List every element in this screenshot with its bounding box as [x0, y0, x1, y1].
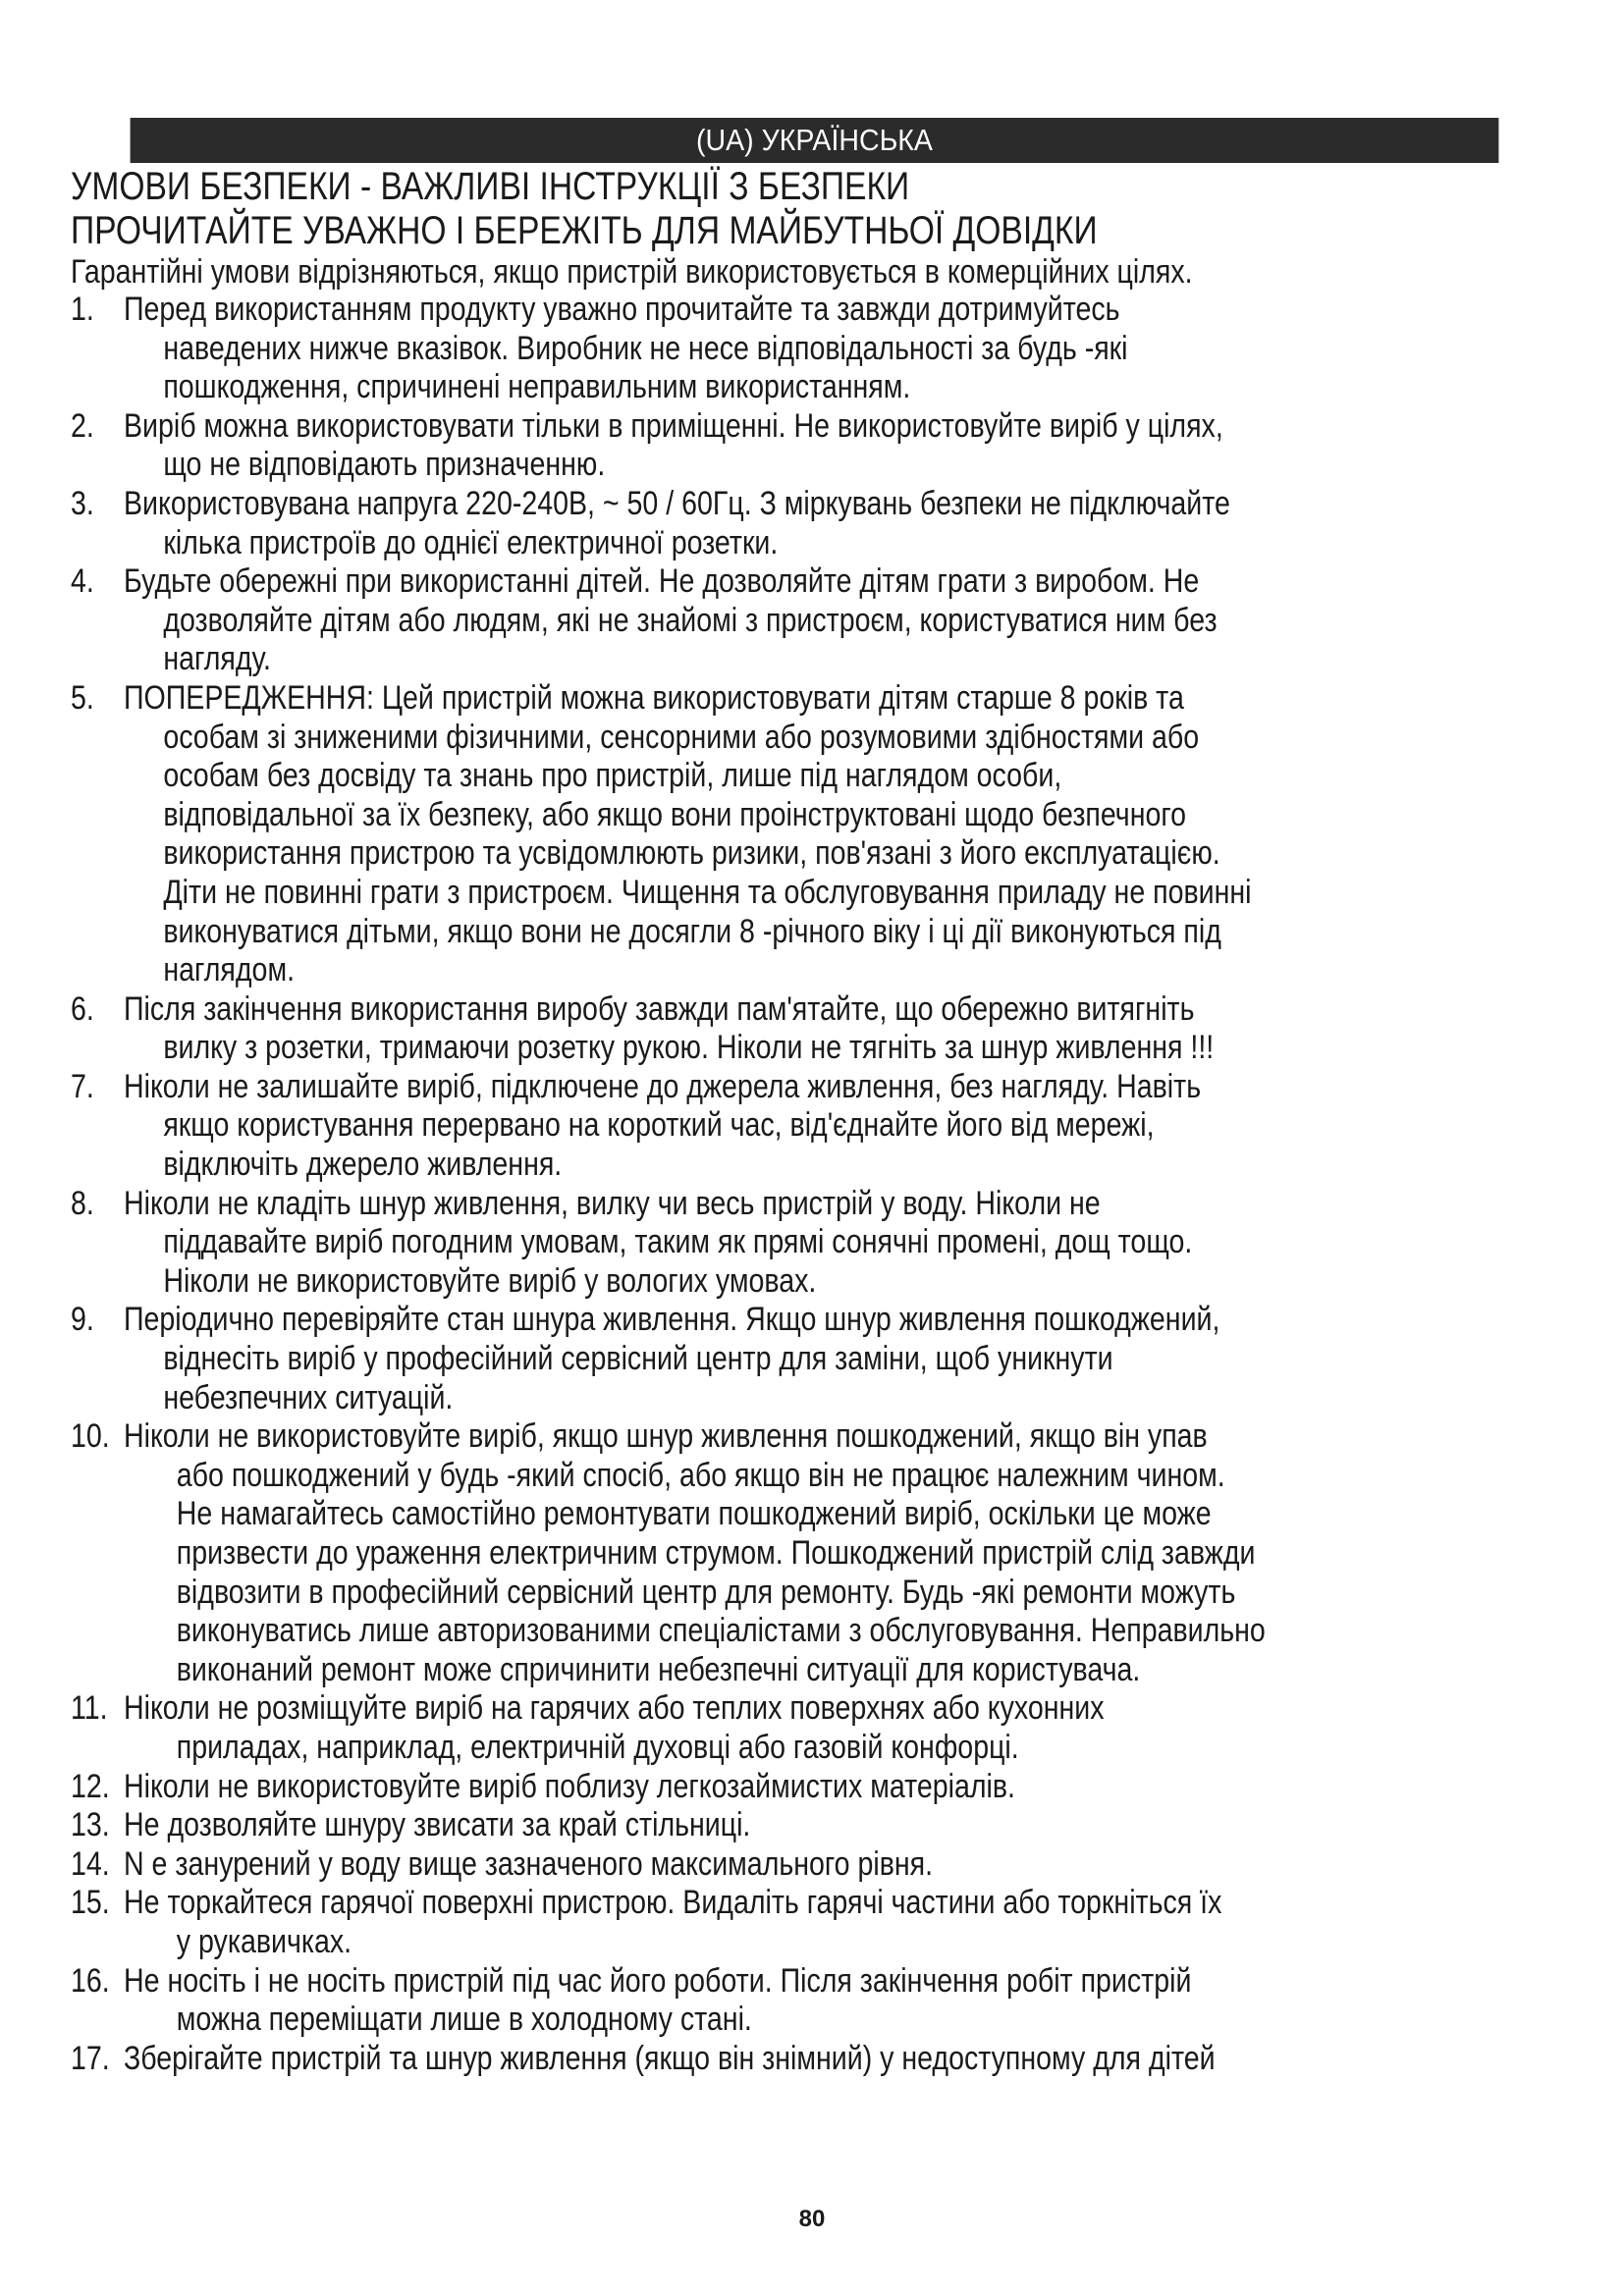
list-item-line: Не носіть і не носіть пристрій під час його роботи. Після закінчення робіт пристрій — [124, 1961, 1192, 2000]
safety-instructions-list — [71, 291, 1558, 2078]
list-item-text — [124, 1806, 1558, 1845]
list-item-number: 6. — [71, 989, 94, 1028]
list-item-line: Ніколи не використовуйте виріб у вологих умовах. — [163, 1261, 817, 1300]
list-item-text — [124, 1884, 1558, 1961]
list-item-text — [124, 1768, 1558, 1807]
list-item-line: якщо користування перервано на короткий час, від'єднайте його від мережі, — [163, 1106, 1155, 1145]
list-item-line: дозволяйте дітям або людям, які не знайомі з пристроєм, користуватися ним без — [163, 601, 1218, 639]
list-item-line: кілька пристроїв до однієї електричної розетки. — [163, 523, 779, 561]
list-item-line: можна переміщати лише в холодному стані. — [176, 2001, 752, 2039]
list-item-number: 2. — [71, 406, 94, 445]
list-item-line: вилку з розетки, тримаючи розетку рукою. Ніколи не тягніть за шнур живлення !!! — [163, 1029, 1215, 1067]
list-item-line: віднесіть виріб у професійний сервісний центр для заміни, щоб уникнути — [163, 1340, 1113, 1378]
list-item-text — [124, 1689, 1558, 1767]
list-item-text — [124, 1962, 1558, 2040]
list-item-line: відповідальної за їх безпеку, або якщо вони проінструктовані щодо безпечного — [163, 795, 1187, 833]
manual-page — [71, 118, 1558, 2078]
list-item-number: 3. — [71, 484, 94, 522]
list-item — [71, 679, 1558, 990]
list-item-line: призвести до ураження електричним струмом. Пошкоджений пристрій слід завжди — [176, 1534, 1256, 1572]
list-item-number: 7. — [71, 1067, 94, 1105]
list-item — [71, 291, 1558, 407]
list-item — [71, 1884, 1558, 1961]
list-item — [71, 1806, 1558, 1845]
page-number: 80 — [798, 2206, 826, 2232]
list-item-text — [124, 1845, 1558, 1885]
list-item-line: небезпечних ситуацій. — [163, 1378, 454, 1416]
warranty-intro: Гарантійні умови відрізняються, якщо пристрій використовується в комерційних цілях. — [71, 253, 1193, 291]
list-item-line: Ніколи не використовуйте виріб, якщо шнур живлення пошкоджений, якщо він упав — [124, 1417, 1208, 1456]
page-title-line-1: УМОВИ БЕЗПЕКИ - ВАЖЛИВІ ІНСТРУКЦІЇ З БЕЗПЕКИ — [71, 165, 910, 208]
list-item-line: Діти не повинні грати з пристроєм. Чищення та обслуговування приладу не повинні — [163, 873, 1252, 911]
list-item — [71, 1068, 1558, 1185]
list-item-line: Ніколи не кладіть шнур живлення, вилку чи весь пристрій у воду. Ніколи не — [124, 1184, 1101, 1222]
list-item-number: 10. — [71, 1417, 110, 1456]
list-item-line: Будьте обережні при використанні дітей. Не дозволяйте дітям грати з виробом. Не — [124, 562, 1200, 601]
list-item-line: наглядом. — [163, 951, 296, 989]
list-item-number: 8. — [71, 1184, 94, 1222]
list-item-line: Зберігайте пристрій та шнур живлення (якщо він знімний) у недоступному для дітей — [124, 2039, 1216, 2077]
list-item-line: Не намагайтесь самостійно ремонтувати пошкоджений виріб, оскільки це може — [176, 1495, 1212, 1533]
list-item-number: 4. — [71, 562, 94, 601]
list-item-line: Використовувана напруга 220-240В, ~ 50 / 60Гц. З міркувань безпеки не підключайте — [124, 484, 1230, 522]
list-item-text — [124, 2040, 1558, 2079]
list-item-line: наведених нижче вказівок. Виробник не несе відповідальності за будь -які — [163, 329, 1128, 367]
list-item-text — [124, 1417, 1558, 1689]
list-item — [71, 1768, 1558, 1807]
list-item-number: 1. — [71, 291, 94, 328]
list-item-line: піддавайте виріб погодним умовам, таким як прямі сонячні промені, дощ тощо. — [163, 1223, 1193, 1261]
list-item-line: або пошкоджений у будь -який спосіб, або якщо він не працює належним чином. — [176, 1456, 1225, 1494]
list-item-number: 5. — [71, 678, 94, 717]
list-item-text — [124, 291, 1558, 407]
list-item — [71, 1301, 1558, 1417]
list-item-line: у рукавичках. — [176, 1922, 352, 1960]
list-item-line: приладах, наприклад, електричній духовці або газовій конфорці. — [176, 1728, 1019, 1766]
list-item — [71, 1845, 1558, 1885]
list-item-text — [124, 679, 1558, 990]
list-item-number: 17. — [71, 2039, 110, 2077]
list-item-line: виконаний ремонт може спричинити небезпечні ситуації для користувача. — [176, 1650, 1141, 1688]
list-item-number: 14. — [71, 1844, 110, 1883]
list-item-number: 9. — [71, 1301, 94, 1339]
list-item-number: 16. — [71, 1961, 110, 2000]
list-item — [71, 1185, 1558, 1302]
list-item-number: 15. — [71, 1884, 110, 1922]
list-item-number: 11. — [71, 1689, 108, 1728]
list-item — [71, 1417, 1558, 1689]
list-item-text — [124, 1185, 1558, 1302]
list-item-line: особам без досвіду та знань про пристрій, лише під наглядом особи, — [163, 757, 1062, 795]
list-item — [71, 1962, 1558, 2040]
list-item-line: ПОПЕРЕДЖЕННЯ: Цей пристрій можна використовувати дітям старше 8 років та — [124, 678, 1184, 717]
list-item-number: 13. — [71, 1806, 110, 1844]
list-item-line: Періодично перевіряйте стан шнура живлення. Якщо шнур живлення пошкоджений, — [124, 1301, 1220, 1339]
list-item-line: Перед використанням продукту уважно прочитайте та завжди дотримуйтесь — [124, 291, 1120, 328]
page-title-line-2: ПРОЧИТАЙТЕ УВАЖНО І БЕРЕЖІТЬ ДЛЯ МАЙБУТНЬОЇ ДОВІДКИ — [71, 209, 1098, 252]
list-item — [71, 990, 1558, 1068]
list-item-line: Після закінчення використання виробу завжди пам'ятайте, що обережно витягніть — [124, 989, 1195, 1028]
list-item-line: Ніколи не залишайте виріб, підключене до джерела живлення, без нагляду. Навіть — [124, 1067, 1202, 1105]
list-item-text — [124, 1068, 1558, 1185]
list-item-text — [124, 1301, 1558, 1417]
list-item-line: Ніколи не розміщуйте виріб на гарячих або теплих поверхнях або кухонних — [124, 1689, 1105, 1728]
list-item-line: Виріб можна використовувати тільки в приміщенні. Не використовуйте виріб у цілях, — [124, 406, 1223, 445]
list-item-line: відключіть джерело живлення. — [163, 1146, 563, 1184]
list-item-line: Не дозволяйте шнуру звисати за край стільниці. — [124, 1806, 751, 1844]
list-item — [71, 562, 1558, 679]
list-item-text — [124, 990, 1558, 1068]
list-item-text — [124, 562, 1558, 679]
list-item-line: нагляду. — [163, 640, 271, 678]
list-item-line: що не відповідають призначенню. — [163, 446, 606, 484]
list-item-text — [124, 485, 1558, 562]
list-item-line: використання пристрою та усвідомлюють ризики, пов'язані з його експлуатацією. — [163, 834, 1220, 873]
list-item — [71, 485, 1558, 562]
list-item-line: виконуватись лише авторизованими спеціалістами з обслуговування. Неправильно — [176, 1612, 1266, 1650]
list-item — [71, 2040, 1558, 2079]
list-item-line: пошкодження, спричинені неправильним використанням. — [163, 368, 911, 406]
list-item-line: Ніколи не використовуйте виріб поблизу легкозаймистих матеріалів. — [124, 1767, 1015, 1805]
list-item — [71, 1689, 1558, 1767]
list-item-line: відвозити в професійний сервісний центр для ремонту. Будь -які ремонти можуть — [176, 1573, 1236, 1611]
list-item-text — [124, 407, 1558, 485]
list-item-line: особам зі зниженими фізичними, сенсорними або розумовими здібностями або — [163, 718, 1200, 756]
language-banner: (UA) УКРАЇНСЬКА — [131, 118, 1499, 163]
list-item — [71, 407, 1558, 485]
list-item-line: Не торкайтеся гарячої поверхні пристрою. Видаліть гарячі частини або торкніться їх — [124, 1884, 1222, 1922]
list-item-number: 12. — [71, 1767, 110, 1805]
list-item-line: N е занурений у воду вище зазначеного максимального рівня. — [124, 1844, 934, 1883]
list-item-line: виконуватися дітьми, якщо вони не досягли 8 -річного віку і ці дії виконуються під — [163, 912, 1221, 950]
